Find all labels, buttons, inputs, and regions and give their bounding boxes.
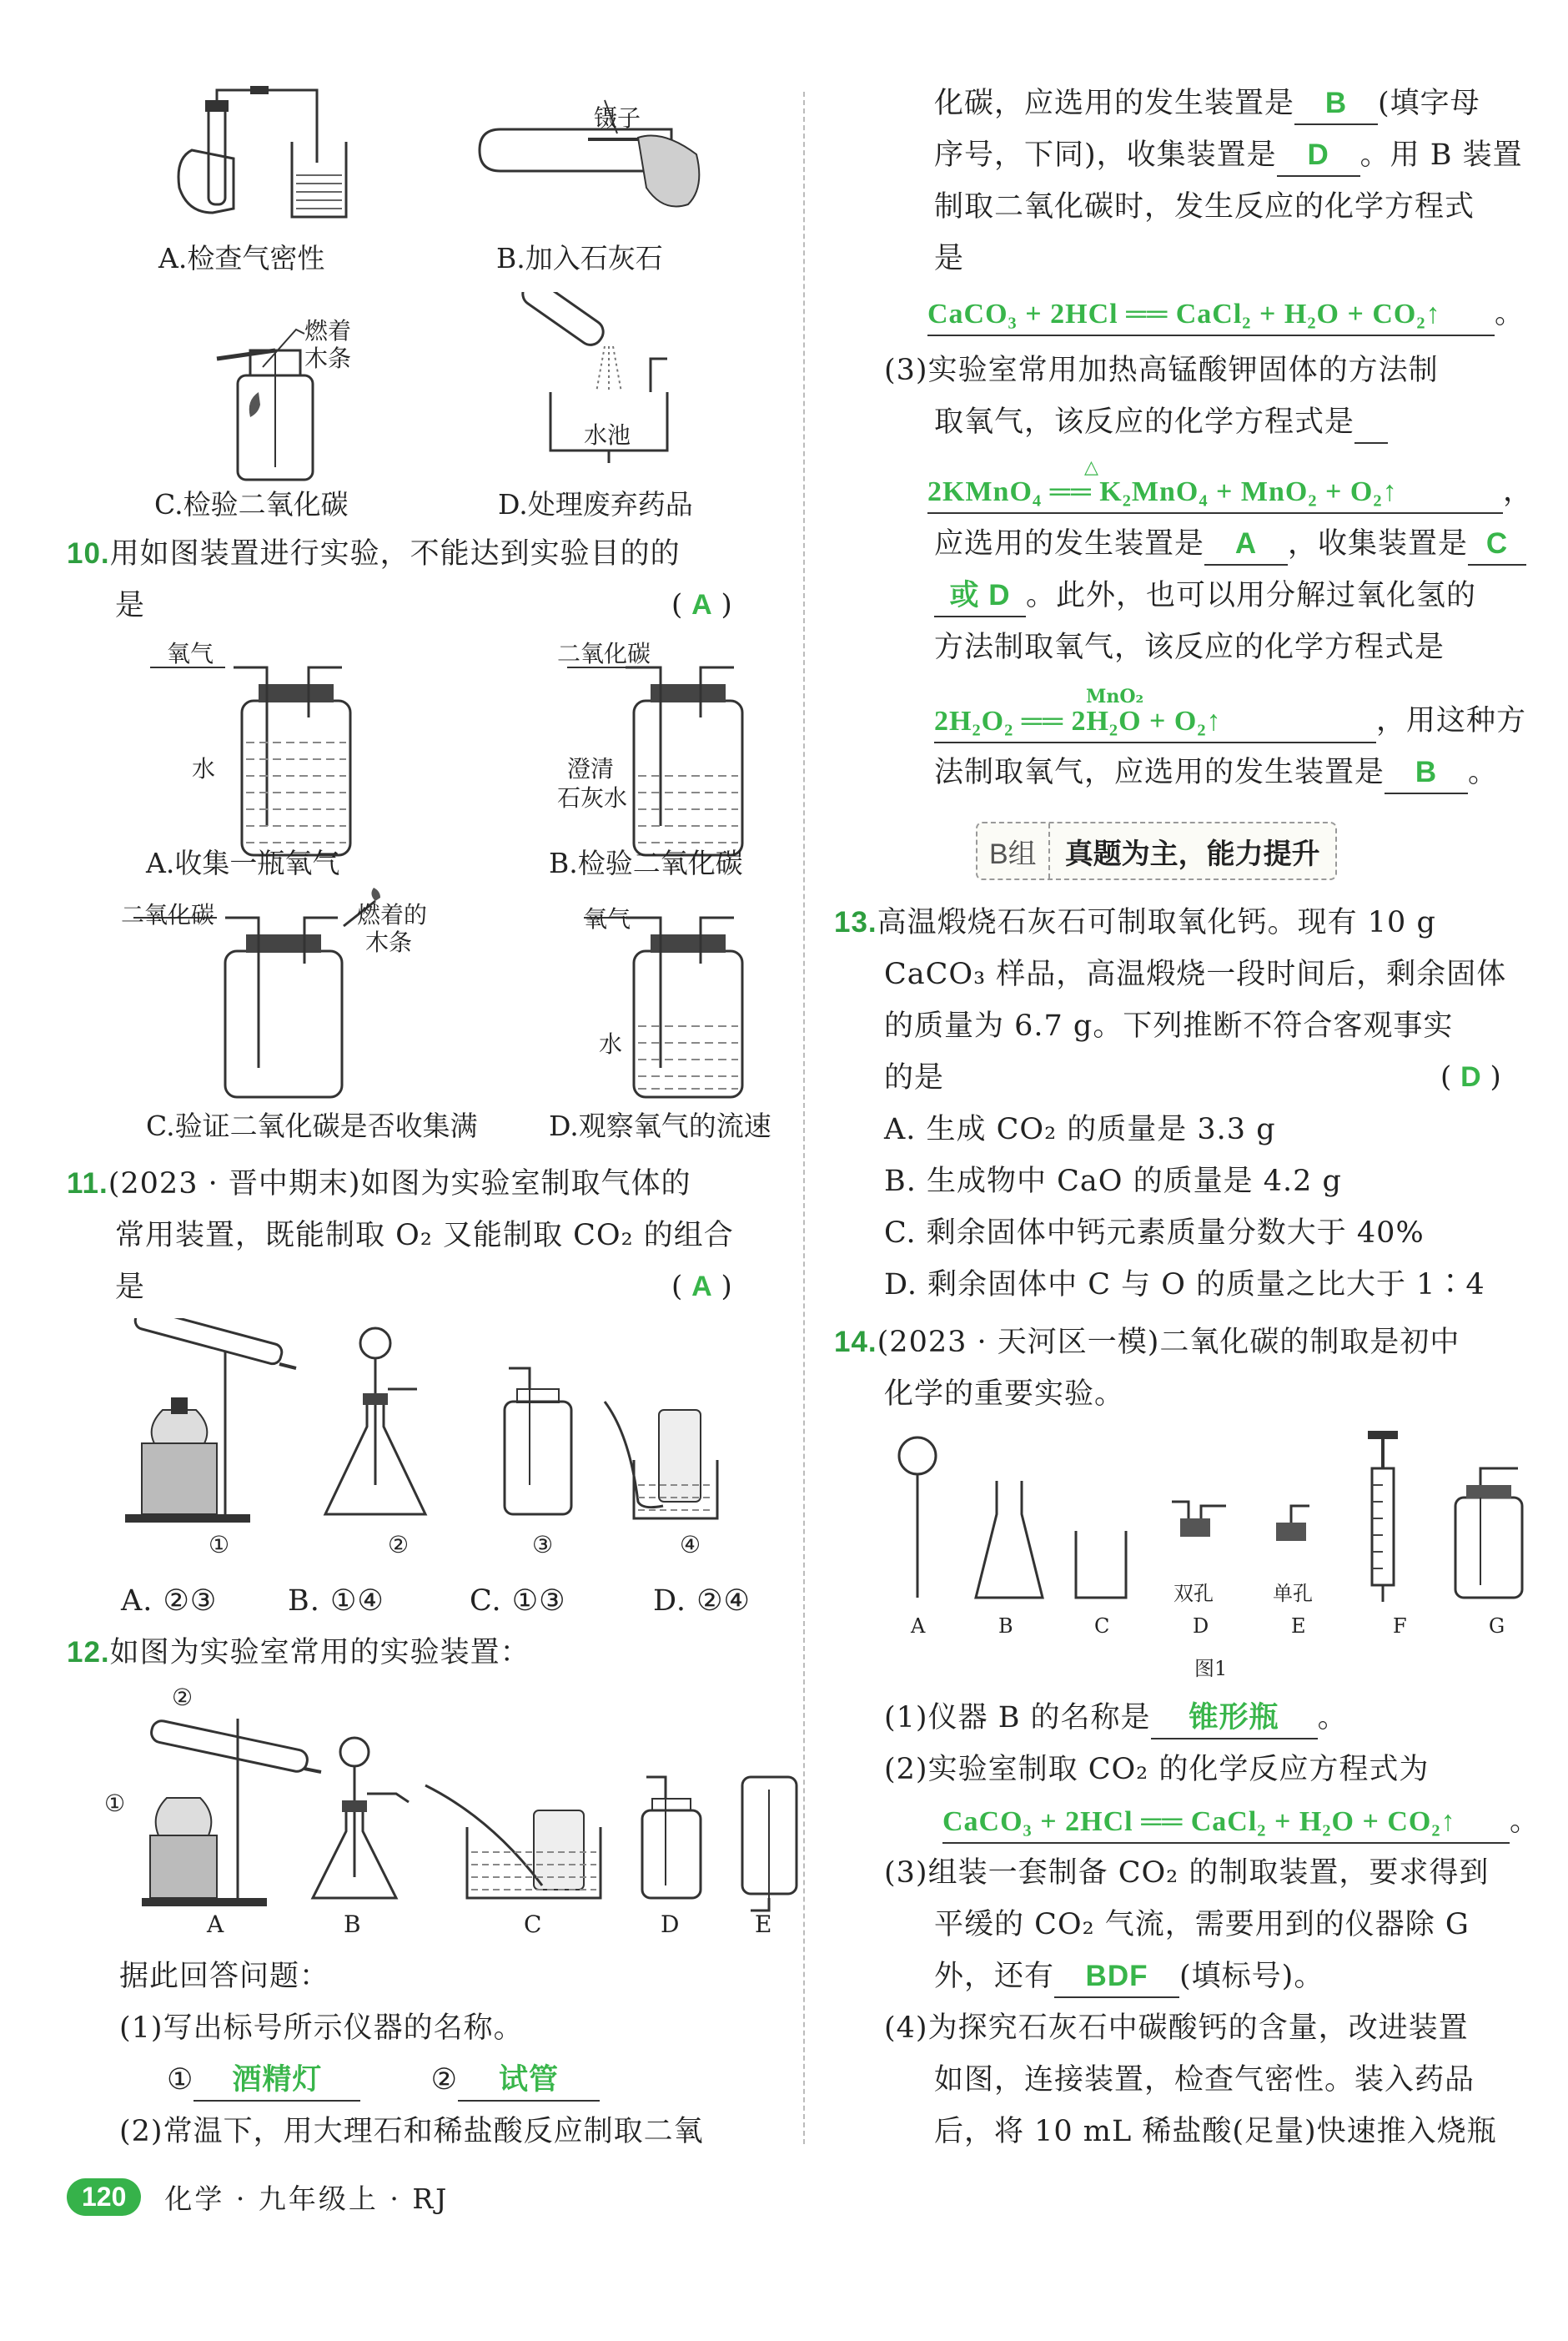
- q14-part-2: (2)实验室制取 CO₂ 的化学反应方程式为: [884, 1753, 1430, 1786]
- q12-h2o2-equation: 2H₂O₂ ══ 2H₂O + O₂↑: [934, 702, 1376, 743]
- q13-answer: ( D ): [1440, 1060, 1501, 1094]
- q11-option-a: A. ②③: [121, 1584, 218, 1618]
- q12-answer-alcohol-lamp: 酒精灯: [193, 2060, 360, 2102]
- q12-answer-gen-b: B: [1294, 83, 1378, 125]
- q10-label-oxygen-a: 氧气: [167, 640, 214, 667]
- q14-part-4-line-3: 后，将 10 mL 稀盐酸(足量)快速推入烧瓶: [934, 2115, 1497, 2148]
- q12-answer-collect-d2: 或 D: [934, 576, 1026, 617]
- q9-label-burning-1: 燃着: [304, 317, 352, 345]
- q10-caption-c: C.验证二氧化碳是否收集满: [146, 1110, 478, 1142]
- q11-option-b: B. ①④: [288, 1584, 384, 1618]
- q14-instrument-g-bottle: [1455, 1468, 1522, 1598]
- q12-prompt: 据此回答问题：: [119, 1960, 330, 1993]
- q12-part-2-line-2: 化碳，应选用的发生装置是 B (填字母: [934, 83, 1480, 125]
- q14-fig-label-g: G: [1489, 1614, 1505, 1638]
- page-footer: [67, 2177, 449, 2217]
- q10-bottle-d: [584, 918, 742, 1097]
- section-b-title: 真题为主，能力提升: [1064, 837, 1320, 871]
- q14-part-2-equation: CaCO₃ + 2HCl ══ CaCl₂ + H₂O + CO₂↑ 。: [942, 1801, 1540, 1844]
- q12-stem: 12.如图为实验室常用的实验装置：: [67, 1636, 530, 1669]
- q14-answer-bdf: BDF: [1054, 1956, 1179, 1998]
- q12-part-2-equation: CaCO₃ + 2HCl ══ CaCl₂ + H₂O + CO₂↑ 。: [927, 294, 1525, 336]
- q13-stem-line-2: CaCO₃ 样品，高温煅烧一段时间后，剩余固体: [884, 958, 1507, 991]
- q9-label-tweezers: 镊子: [594, 104, 641, 132]
- q11-number: 11.: [67, 1167, 108, 1200]
- q13-option-c: C. 剩余固体中钙元素质量分数大于 40%: [884, 1216, 1425, 1250]
- q10-label-co2-c: 二氧化碳: [121, 901, 215, 929]
- q11-option-d: D. ②④: [653, 1584, 751, 1618]
- q10-number: 10.: [67, 537, 110, 570]
- q14-part-4-line-2: 如图，连接装置，检查气密性。装入药品: [934, 2063, 1475, 2097]
- q14-fig-label-f: F: [1393, 1614, 1407, 1638]
- q10-label-water-a: 水: [192, 755, 216, 783]
- q10-bottle-a: [150, 667, 350, 855]
- q10-caption-b: B.检验二氧化碳: [549, 847, 743, 879]
- q11-fig-label-3: ③: [532, 1531, 554, 1558]
- q11-stem-line-1: 11.(2023 · 晋中期末)如图为实验室制取气体的: [67, 1167, 691, 1201]
- q14-part-3-line-3: 外，还有 BDF (填标号)。: [934, 1956, 1324, 1998]
- q11-fig-label-2: ②: [388, 1531, 410, 1558]
- q13-number: 13.: [834, 906, 877, 939]
- q12-part-3-line-7: 法制取氧气，应选用的发生装置是 B 。: [934, 753, 1498, 794]
- q9-caption-d: D.处理废弃药品: [498, 488, 693, 521]
- q12-fig-label-a: A: [207, 1911, 224, 1938]
- q10-label-burning-2: 木条: [365, 929, 413, 956]
- q10-answer: ( A ): [671, 588, 732, 622]
- q12-part-3-line-3: 应选用的发生装置是 A ，收集装置是 C: [934, 524, 1526, 566]
- q14-fig-label-c: C: [1094, 1614, 1110, 1638]
- q14-instrument-e-stopper: [1276, 1506, 1309, 1541]
- q13-option-b: B. 生成物中 CaO 的质量是 4.2 g: [884, 1165, 1342, 1198]
- q13-stem-line-4: 的是: [884, 1061, 945, 1095]
- q11-fig-label-4: ④: [680, 1531, 701, 1558]
- q14-number: 14.: [834, 1326, 877, 1358]
- q10-label-limewater-2: 石灰水: [557, 784, 628, 812]
- q9-figure-b-add-limestone: [471, 92, 713, 225]
- q14-answer-flask: 锥形瓶: [1151, 1698, 1318, 1739]
- q12-part-3-line-2: 取氧气，该反应的化学方程式是: [934, 402, 1388, 444]
- column-divider: [803, 92, 805, 2144]
- q13-stem-line-1: 13.高温煅烧石灰石可制取氧化钙。现有 10 g: [834, 906, 1436, 939]
- q10-caption-d: D.观察氧气的流速: [549, 1110, 771, 1142]
- section-b-group: B组: [977, 823, 1050, 879]
- q12-apparatus-a: [142, 1719, 321, 1906]
- section-b-badge: [976, 822, 1337, 880]
- q14-part-1: (1)仪器 B 的名称是 锥形瓶 。: [884, 1698, 1348, 1739]
- q12-answer-gen-a: A: [1204, 524, 1288, 566]
- q12-eq-catalyst-condition: MnO₂: [1086, 686, 1144, 707]
- q11-answer: ( A ): [671, 1270, 732, 1303]
- q14-part-4-line-1: (4)为探究石灰石中碳酸钙的含量，改进装置: [884, 2011, 1469, 2045]
- q9-caption-c: C.检验二氧化碳: [154, 488, 349, 521]
- q14-instrument-b-flask: [976, 1481, 1043, 1598]
- q14-part-3-line-2: 平缓的 CO₂ 气流，需要用到的仪器除 G: [934, 1908, 1470, 1941]
- q11-option-c: C. ①③: [470, 1584, 566, 1618]
- q14-hole-label-single: 单孔: [1273, 1582, 1313, 1605]
- q9-label-water-pool: 水池: [584, 421, 631, 449]
- q10-caption-a: A.收集一瓶氧气: [146, 847, 340, 879]
- q9-label-burning-2: 木条: [304, 345, 352, 372]
- q13-option-d: D. 剩余固体中 C 与 O 的质量之比大于 1∶4: [884, 1268, 1485, 1301]
- q14-fig-caption: 图1: [1194, 1657, 1228, 1680]
- q12-apparatus-b: [313, 1738, 409, 1898]
- q14-hole-label-double: 双孔: [1173, 1582, 1214, 1605]
- q11-apparatus-2: [325, 1328, 425, 1514]
- q12-part-1-answers: ① 酒精灯 ② 试管: [167, 2060, 600, 2102]
- q11-apparatus-4: [605, 1402, 717, 1518]
- q12-part-2-line-3: 序号，下同)，收集装置是 D 。用 B 装置: [934, 135, 1523, 177]
- q12-part-3-equation: 2KMnO₄ ══ K₂MnO₄ + MnO₂ + O₂↑ ，: [927, 471, 1533, 514]
- q12-apparatus-d: [642, 1777, 701, 1898]
- q14-instrument-d-stopper: [1172, 1502, 1226, 1537]
- q12-fig-label-b: B: [344, 1911, 361, 1938]
- footer-subject: 化学 · 九年级上 · RJ: [164, 2182, 450, 2215]
- q11-stem-line-2: 常用装置，既能制取 O₂ 又能制取 CO₂ 的组合: [115, 1219, 734, 1252]
- page-number: 120: [67, 2178, 141, 2216]
- q14-part-3-line-1: (3)组装一套制备 CO₂ 的制取装置，要求得到: [884, 1856, 1490, 1890]
- q12-answer-gen-b2: B: [1385, 753, 1468, 794]
- q12-eq-heat-condition: △: [1084, 457, 1098, 478]
- q14-stem-line-2: 化学的重要实验。: [884, 1377, 1125, 1411]
- q12-part-3-line-5: 方法制取氧气，该反应的化学方程式是: [934, 631, 1445, 664]
- q12-fig-label-e: E: [755, 1911, 772, 1938]
- q14-fig-label-d: D: [1193, 1614, 1209, 1638]
- q14-fig-label-b: B: [998, 1614, 1013, 1638]
- q12-fig-label-d: D: [661, 1911, 680, 1938]
- q11-figures: [117, 1318, 784, 1560]
- q10-label-limewater-1: 澄清: [567, 755, 615, 783]
- q12-fig-label-c: C: [524, 1911, 542, 1938]
- q12-part-2-line-4: 制取二氧化碳时，发生反应的化学方程式: [934, 190, 1475, 224]
- q10-label-water-d: 水: [599, 1030, 623, 1058]
- q11-apparatus-3: [505, 1368, 571, 1514]
- q12-figures: [108, 1685, 801, 1936]
- q12-mark-1: ①: [104, 1790, 126, 1817]
- q12-part-1: (1)写出标号所示仪器的名称。: [119, 2011, 524, 2045]
- q14-co2-equation: CaCO₃ + 2HCl ══ CaCl₂ + H₂O + CO₂↑: [942, 1802, 1510, 1844]
- q11-fig-label-1: ①: [209, 1531, 230, 1558]
- q12-mark-2: ②: [172, 1684, 193, 1711]
- q13-option-a: A. 生成 CO₂ 的质量是 3.3 g: [884, 1113, 1276, 1146]
- q12-part-3-line-1: (3)实验室常用加热高锰酸钾固体的方法制: [884, 354, 1439, 387]
- q10-stem-line-1: 10.用如图装置进行实验，不能达到实验目的的: [67, 537, 681, 571]
- q10-label-oxygen-d: 氧气: [584, 905, 631, 933]
- q12-apparatus-e: [742, 1777, 797, 1911]
- q12-answer-collect-d: D: [1277, 135, 1360, 177]
- q12-co2-equation: CaCO₃ + 2HCl ══ CaCl₂ + H₂O + CO₂↑: [927, 295, 1495, 336]
- q12-apparatus-c: [425, 1785, 601, 1898]
- q14-fig-label-a: A: [911, 1614, 926, 1638]
- q10-label-co2-b: 二氧化碳: [557, 640, 651, 667]
- q9-figure-a-airtightness: [150, 83, 359, 234]
- q12-part-2-line-1: (2)常温下，用大理石和稀盐酸反应制取二氧: [119, 2115, 704, 2148]
- q12-part-3-line-4: 或 D 。此外，也可以用分解过氧化氢的: [934, 576, 1476, 617]
- q13-stem-line-3: 的质量为 6.7 g。下列推断不符合客观事实: [884, 1009, 1454, 1043]
- q14-instrument-c-beaker: [1076, 1531, 1126, 1598]
- q12-number: 12.: [67, 1636, 110, 1669]
- q10-label-burning-1: 燃着的: [357, 901, 428, 929]
- q12-kmno4-equation: 2KMnO₄ ══ K₂MnO₄ + MnO₂ + O₂↑: [927, 472, 1503, 514]
- q12-part-2-line-5: 是: [934, 242, 965, 275]
- q14-stem-line-1: 14.(2023 · 天河区一模)二氧化碳的制取是初中: [834, 1326, 1460, 1359]
- q14-instrument-a-funnel: [899, 1437, 936, 1598]
- q10-stem-line-2: 是: [115, 589, 146, 622]
- q12-part-3-equation-2: 2H₂O₂ ══ 2H₂O + O₂↑ ，用这种方: [934, 701, 1526, 743]
- q14-instrument-f-syringe: [1368, 1431, 1398, 1602]
- q12-answer-test-tube: 试管: [458, 2060, 600, 2102]
- q12-answer-collect-c: C: [1468, 524, 1526, 566]
- q9-caption-b: B.加入石灰石: [496, 242, 663, 274]
- q11-apparatus-1: [125, 1318, 296, 1523]
- q11-stem-line-3: 是: [115, 1271, 146, 1304]
- q14-fig-label-e: E: [1291, 1614, 1306, 1638]
- q9-caption-a: A.检查气密性: [158, 242, 325, 274]
- q14-figure-1: [884, 1422, 1543, 1614]
